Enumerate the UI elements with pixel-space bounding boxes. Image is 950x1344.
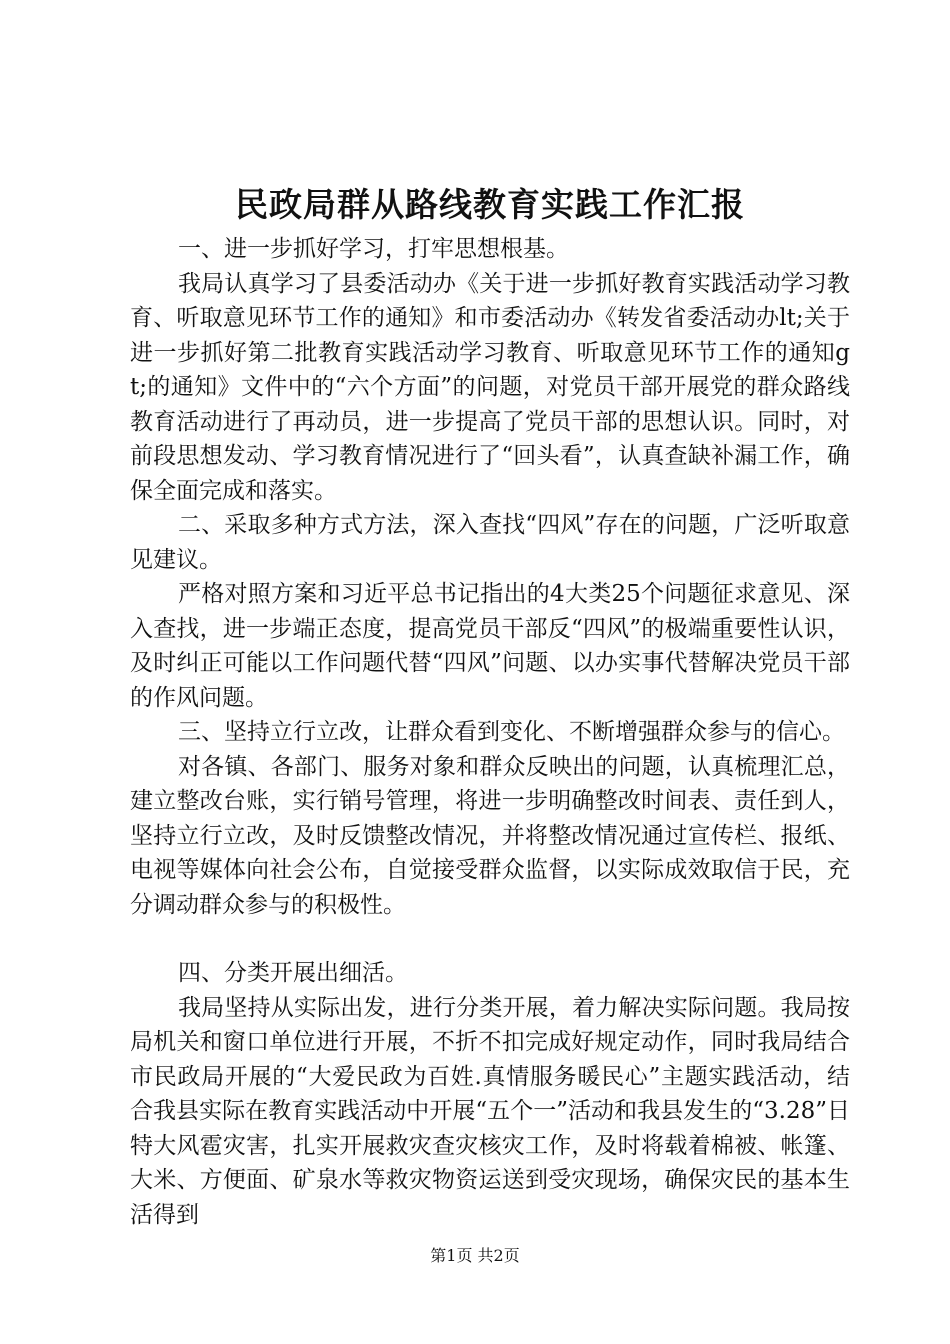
section-heading-1: 一、进一步抓好学习，打牢思想根基。: [178, 236, 569, 262]
section-body-4: 我局坚持从实际出发，进行分类开展，着力解决实际问题。我局按局机关和窗口单位进行开展，不折不扣完成好规定动作，同时我局结合市民政局开展的“大爱民政为百姓.真情服务暖民心”主题实践活动，结合我县实际在教育实践活动中开展“五个一”活动和我县发生的“3.28”日特大风雹灾害，扎实开展救灾查灾核灾工作，及时将载着棉被、帐篷、大米、方便面、矿泉水等救灾物资运送到受灾现场，确保灾民的基本生活得到: [130, 994, 850, 1228]
document-title: 民政局群从路线教育实践工作汇报: [235, 185, 745, 224]
section-body-1: 我局认真学习了县委活动办《关于进一步抓好教育实践活动学习教育、听取意见环节工作的通知》和市委活动办《转发省委活动办lt;关于进一步抓好第二批教育实践活动学习教育、听取意见环节工作的通知gt;的通知》文件中的“六个方面”的问题，对党员干部开展党的群众路线教育活动进行了再动员，进一步提高了党员干部的思想认识。同时，对前段思想发动、学习教育情况进行了“回头看”，认真查缺补漏工作，确保全面完成和落实。: [130, 270, 850, 504]
paragraph-gap: [130, 922, 850, 956]
document-page: [130, 180, 850, 1232]
section-heading-2: 二、采取多种方式方法，深入查找“四风”存在的问题，广泛听取意见建议。: [130, 512, 850, 573]
section-heading-4: 四、分类开展出细活。: [178, 960, 408, 986]
section-body-2: 严格对照方案和习近平总书记指出的4大类25个问题征求意见、深入查找，进一步端正态度，提高党员干部反“四风”的极端重要性认识，及时纠正可能以工作问题代替“四风”问题、以办实事代替解决党员干部的作风问题。: [130, 581, 850, 711]
section-body-3: 对各镇、各部门、服务对象和群众反映出的问题，认真梳理汇总，建立整改台账，实行销号管理，将进一步明确整改时间表、责任到人，坚持立行立改，及时反馈整改情况，并将整改情况通过宣传栏、报纸、电视等媒体向社会公布，自觉接受群众监督，以实际成效取信于民，充分调动群众参与的积极性。: [130, 753, 850, 918]
section-heading-3: 三、坚持立行立改，让群众看到变化、不断增强群众参与的信心。: [178, 719, 845, 745]
page-footer: 第1页 共2页: [430, 1246, 520, 1265]
